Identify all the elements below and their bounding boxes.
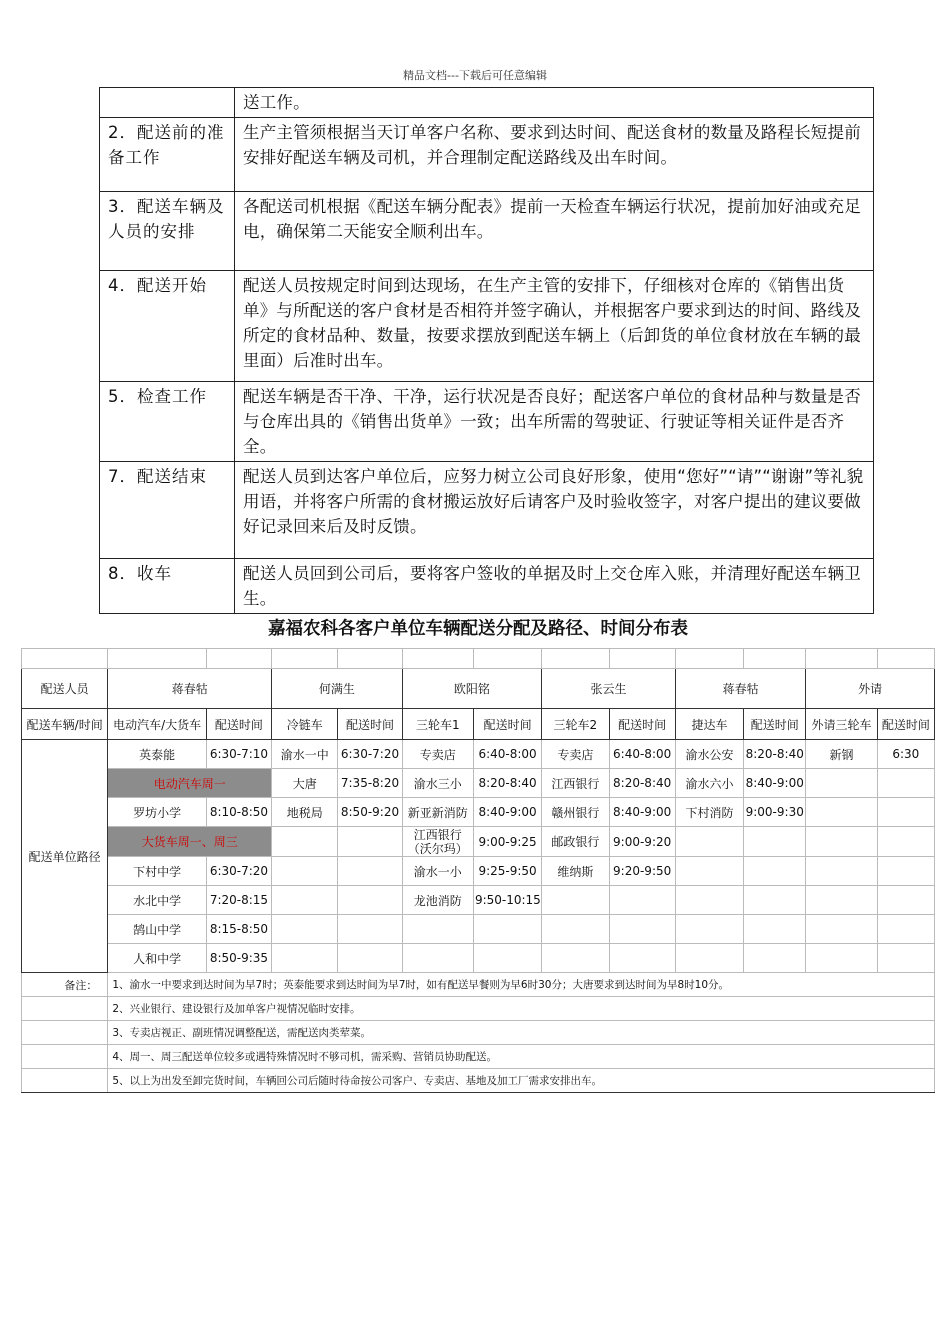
customer-cell: 英泰能 [108, 740, 206, 769]
time-cell: 6:40-8:00 [609, 740, 675, 769]
process-text: 各配送司机根据《配送车辆分配表》提前一天检查车辆运行状况，提前加好油或充足电，确保第二天能安全顺利出车。 [235, 192, 874, 271]
process-row [100, 88, 874, 118]
process-text: 配送车辆是否干净、干净，运行状况是否良好；配送客户单位的食材品种与数量是否与仓库出具的《销售出货单》一致；出车所需的驾驶证、行驶证等相关证件是否齐全。 [235, 382, 874, 462]
time-header: 配送时间 [206, 709, 271, 740]
customer-cell: 江西银行 [542, 769, 609, 798]
time-header: 配送时间 [877, 709, 934, 740]
person-name: 外请 [806, 669, 935, 709]
process-text: 送工作。 [235, 88, 874, 118]
vehicle-header: 配送车辆/时间 [22, 709, 108, 740]
time-cell: 6:30-7:20 [206, 857, 271, 886]
customer-cell [806, 886, 877, 915]
process-row [100, 462, 874, 559]
time-cell [744, 944, 806, 973]
customer-cell: 渝水六小 [675, 769, 743, 798]
route-row [22, 740, 935, 769]
customer-cell: 渝水公安 [675, 740, 743, 769]
customer-cell [542, 944, 609, 973]
vehicle-type: 三轮车1 [402, 709, 473, 740]
customer-cell: 邮政银行 [542, 827, 609, 857]
note-line: 1、渝水一中要求到达时间为早7时；英泰能要求到达时间为早7时，如有配送早餐则为早6时30分；大唐要求到达时间为早8时10分。 [108, 973, 935, 997]
customer-cell: 赣州银行 [542, 798, 609, 827]
time-cell [744, 827, 806, 857]
time-cell [744, 857, 806, 886]
customer-cell: 下村中学 [108, 857, 206, 886]
note-line: 5、以上为出发至卸完货时间，车辆回公司后随时待命按公司客户、专卖店、基地及加工厂需求安排出车。 [108, 1069, 935, 1093]
time-cell [609, 886, 675, 915]
process-table [99, 87, 874, 614]
time-cell [609, 944, 675, 973]
time-cell: 8:20-8:40 [473, 769, 541, 798]
customer-cell: 渝水三小 [402, 769, 473, 798]
time-cell [338, 827, 402, 857]
process-text: 生产主管须根据当天订单客户名称、要求到达时间、配送食材的数量及路程长短提前安排好配送车辆及司机，并合理制定配送路线及出车时间。 [235, 118, 874, 192]
customer-cell: 渝水一中 [272, 740, 338, 769]
time-cell [338, 886, 402, 915]
time-cell: 8:40-9:00 [744, 769, 806, 798]
customer-cell [806, 798, 877, 827]
time-cell [877, 827, 934, 857]
time-header: 配送时间 [744, 709, 806, 740]
process-step: 4．配送开始 [100, 271, 235, 382]
schedule-note-cell: 电动汽车周一 [108, 769, 272, 798]
vehicle-type: 外请三轮车 [806, 709, 877, 740]
time-cell [473, 944, 541, 973]
process-row [100, 382, 874, 462]
customer-cell [675, 857, 743, 886]
time-cell [877, 857, 934, 886]
note-line: 2、兴业银行、建设银行及加单客户视情况临时安排。 [108, 997, 935, 1021]
page-header: 精品文档---下载后可任意编辑 [403, 69, 547, 82]
time-cell [473, 915, 541, 944]
notes-label: 备注： [22, 973, 108, 997]
customer-cell [806, 857, 877, 886]
vehicle-type: 三轮车2 [542, 709, 609, 740]
time-cell: 9:50-10:15 [473, 886, 541, 915]
schedule-table [21, 648, 935, 1093]
time-cell: 9:00-9:30 [744, 798, 806, 827]
time-cell [877, 944, 934, 973]
process-step: 2．配送前的准备工作 [100, 118, 235, 192]
time-cell: 9:00-9:20 [609, 827, 675, 857]
time-cell [609, 915, 675, 944]
customer-cell: 水北中学 [108, 886, 206, 915]
process-text: 配送人员回到公司后，要将客户签收的单据及时上交仓库入账，并清理好配送车辆卫生。 [235, 559, 874, 614]
time-cell: 6:30-7:20 [338, 740, 402, 769]
process-step: 3．配送车辆及人员的安排 [100, 192, 235, 271]
customer-cell [542, 886, 609, 915]
process-row [100, 118, 874, 192]
time-cell: 9:20-9:50 [609, 857, 675, 886]
time-cell: 8:20-8:40 [609, 769, 675, 798]
time-cell: 8:50-9:35 [206, 944, 271, 973]
process-text: 配送人员到达客户单位后，应努力树立公司良好形象，使用“您好”“请”“谢谢”等礼貌用语，并将客户所需的食材搬运放好后请客户及时验收签字，对客户提出的建议要做好记录回来后及时反馈。 [235, 462, 874, 559]
customer-cell: 人和中学 [108, 944, 206, 973]
route-row [22, 769, 935, 798]
person-name: 何满生 [272, 669, 403, 709]
customer-cell [806, 915, 877, 944]
time-cell [877, 769, 934, 798]
person-name: 蒋春牯 [675, 669, 806, 709]
customer-cell [402, 915, 473, 944]
time-cell: 8:15-8:50 [206, 915, 271, 944]
customer-cell [675, 827, 743, 857]
time-cell: 7:20-8:15 [206, 886, 271, 915]
person-name: 蒋春牯 [108, 669, 272, 709]
time-cell: 6:30 [877, 740, 934, 769]
customer-cell [806, 944, 877, 973]
route-label: 配送单位路径 [22, 740, 108, 973]
process-step: 7．配送结束 [100, 462, 235, 559]
note-line: 3、专卖店视正、副班情况调整配送，需配送肉类荤菜。 [108, 1021, 935, 1045]
customer-cell: 罗坊小学 [108, 798, 206, 827]
vehicle-type: 捷达车 [675, 709, 743, 740]
customer-cell: 下村消防 [675, 798, 743, 827]
time-header: 配送时间 [338, 709, 402, 740]
process-row [100, 559, 874, 614]
time-cell: 9:00-9:25 [473, 827, 541, 857]
customer-cell [272, 944, 338, 973]
time-cell: 8:40-9:00 [473, 798, 541, 827]
time-cell [338, 857, 402, 886]
customer-cell: 大唐 [272, 769, 338, 798]
customer-cell: 龙池消防 [402, 886, 473, 915]
time-cell: 6:30-7:10 [206, 740, 271, 769]
customer-cell [675, 944, 743, 973]
time-cell: 8:20-8:40 [744, 740, 806, 769]
person-name: 欧阳铭 [402, 669, 542, 709]
route-row [22, 944, 935, 973]
people-header: 配送人员 [22, 669, 108, 709]
route-row [22, 827, 935, 857]
customer-cell: 地税局 [272, 798, 338, 827]
time-cell [744, 886, 806, 915]
person-name: 张云生 [542, 669, 676, 709]
process-step [100, 88, 235, 118]
route-row [22, 857, 935, 886]
customer-cell: 新钢 [806, 740, 877, 769]
customer-cell [542, 915, 609, 944]
time-cell: 6:40-8:00 [473, 740, 541, 769]
time-header: 配送时间 [609, 709, 675, 740]
time-cell: 8:40-9:00 [609, 798, 675, 827]
customer-cell [272, 827, 338, 857]
route-row [22, 886, 935, 915]
customer-cell: 维纳斯 [542, 857, 609, 886]
customer-cell [675, 886, 743, 915]
time-cell [877, 886, 934, 915]
customer-cell [402, 944, 473, 973]
time-cell: 8:50-9:20 [338, 798, 402, 827]
customer-cell: 新亚新消防 [402, 798, 473, 827]
process-text: 配送人员按规定时间到达现场，在生产主管的安排下，仔细核对仓库的《销售出货单》与所配送的客户食材是否相符并签字确认，并根据客户要求到达的时间、路线及所定的食材品种、数量，按要求摆放到配送车辆上（后卸货的单位食材放在车辆的最里面）后准时出车。 [235, 271, 874, 382]
process-row [100, 271, 874, 382]
time-cell [744, 915, 806, 944]
customer-cell: 鹄山中学 [108, 915, 206, 944]
time-cell [338, 915, 402, 944]
time-cell [338, 944, 402, 973]
customer-cell: 专卖店 [402, 740, 473, 769]
customer-cell [806, 827, 877, 857]
customer-cell: 江西银行（沃尔玛） [402, 827, 473, 857]
customer-cell [806, 769, 877, 798]
schedule-note-cell: 大货车周一、周三 [108, 827, 272, 857]
time-cell: 7:35-8:20 [338, 769, 402, 798]
note-line: 4、周一、周三配送单位较多或遇特殊情况时不够司机，需采购、营销员协助配送。 [108, 1045, 935, 1069]
customer-cell [272, 886, 338, 915]
process-row [100, 192, 874, 271]
vehicle-type: 冷链车 [272, 709, 338, 740]
time-cell: 8:10-8:50 [206, 798, 271, 827]
customer-cell [272, 915, 338, 944]
process-step: 5．检查工作 [100, 382, 235, 462]
process-step: 8．收车 [100, 559, 235, 614]
customer-cell: 渝水一小 [402, 857, 473, 886]
time-cell: 9:25-9:50 [473, 857, 541, 886]
time-header: 配送时间 [473, 709, 541, 740]
route-row [22, 798, 935, 827]
customer-cell: 专卖店 [542, 740, 609, 769]
route-row [22, 915, 935, 944]
time-cell [877, 915, 934, 944]
customer-cell [675, 915, 743, 944]
vehicle-type: 电动汽车/大货车 [108, 709, 206, 740]
sheet-title: 嘉福农科各客户单位车辆配送分配及路径、时间分布表 [268, 619, 688, 639]
time-cell [877, 798, 934, 827]
customer-cell [272, 857, 338, 886]
